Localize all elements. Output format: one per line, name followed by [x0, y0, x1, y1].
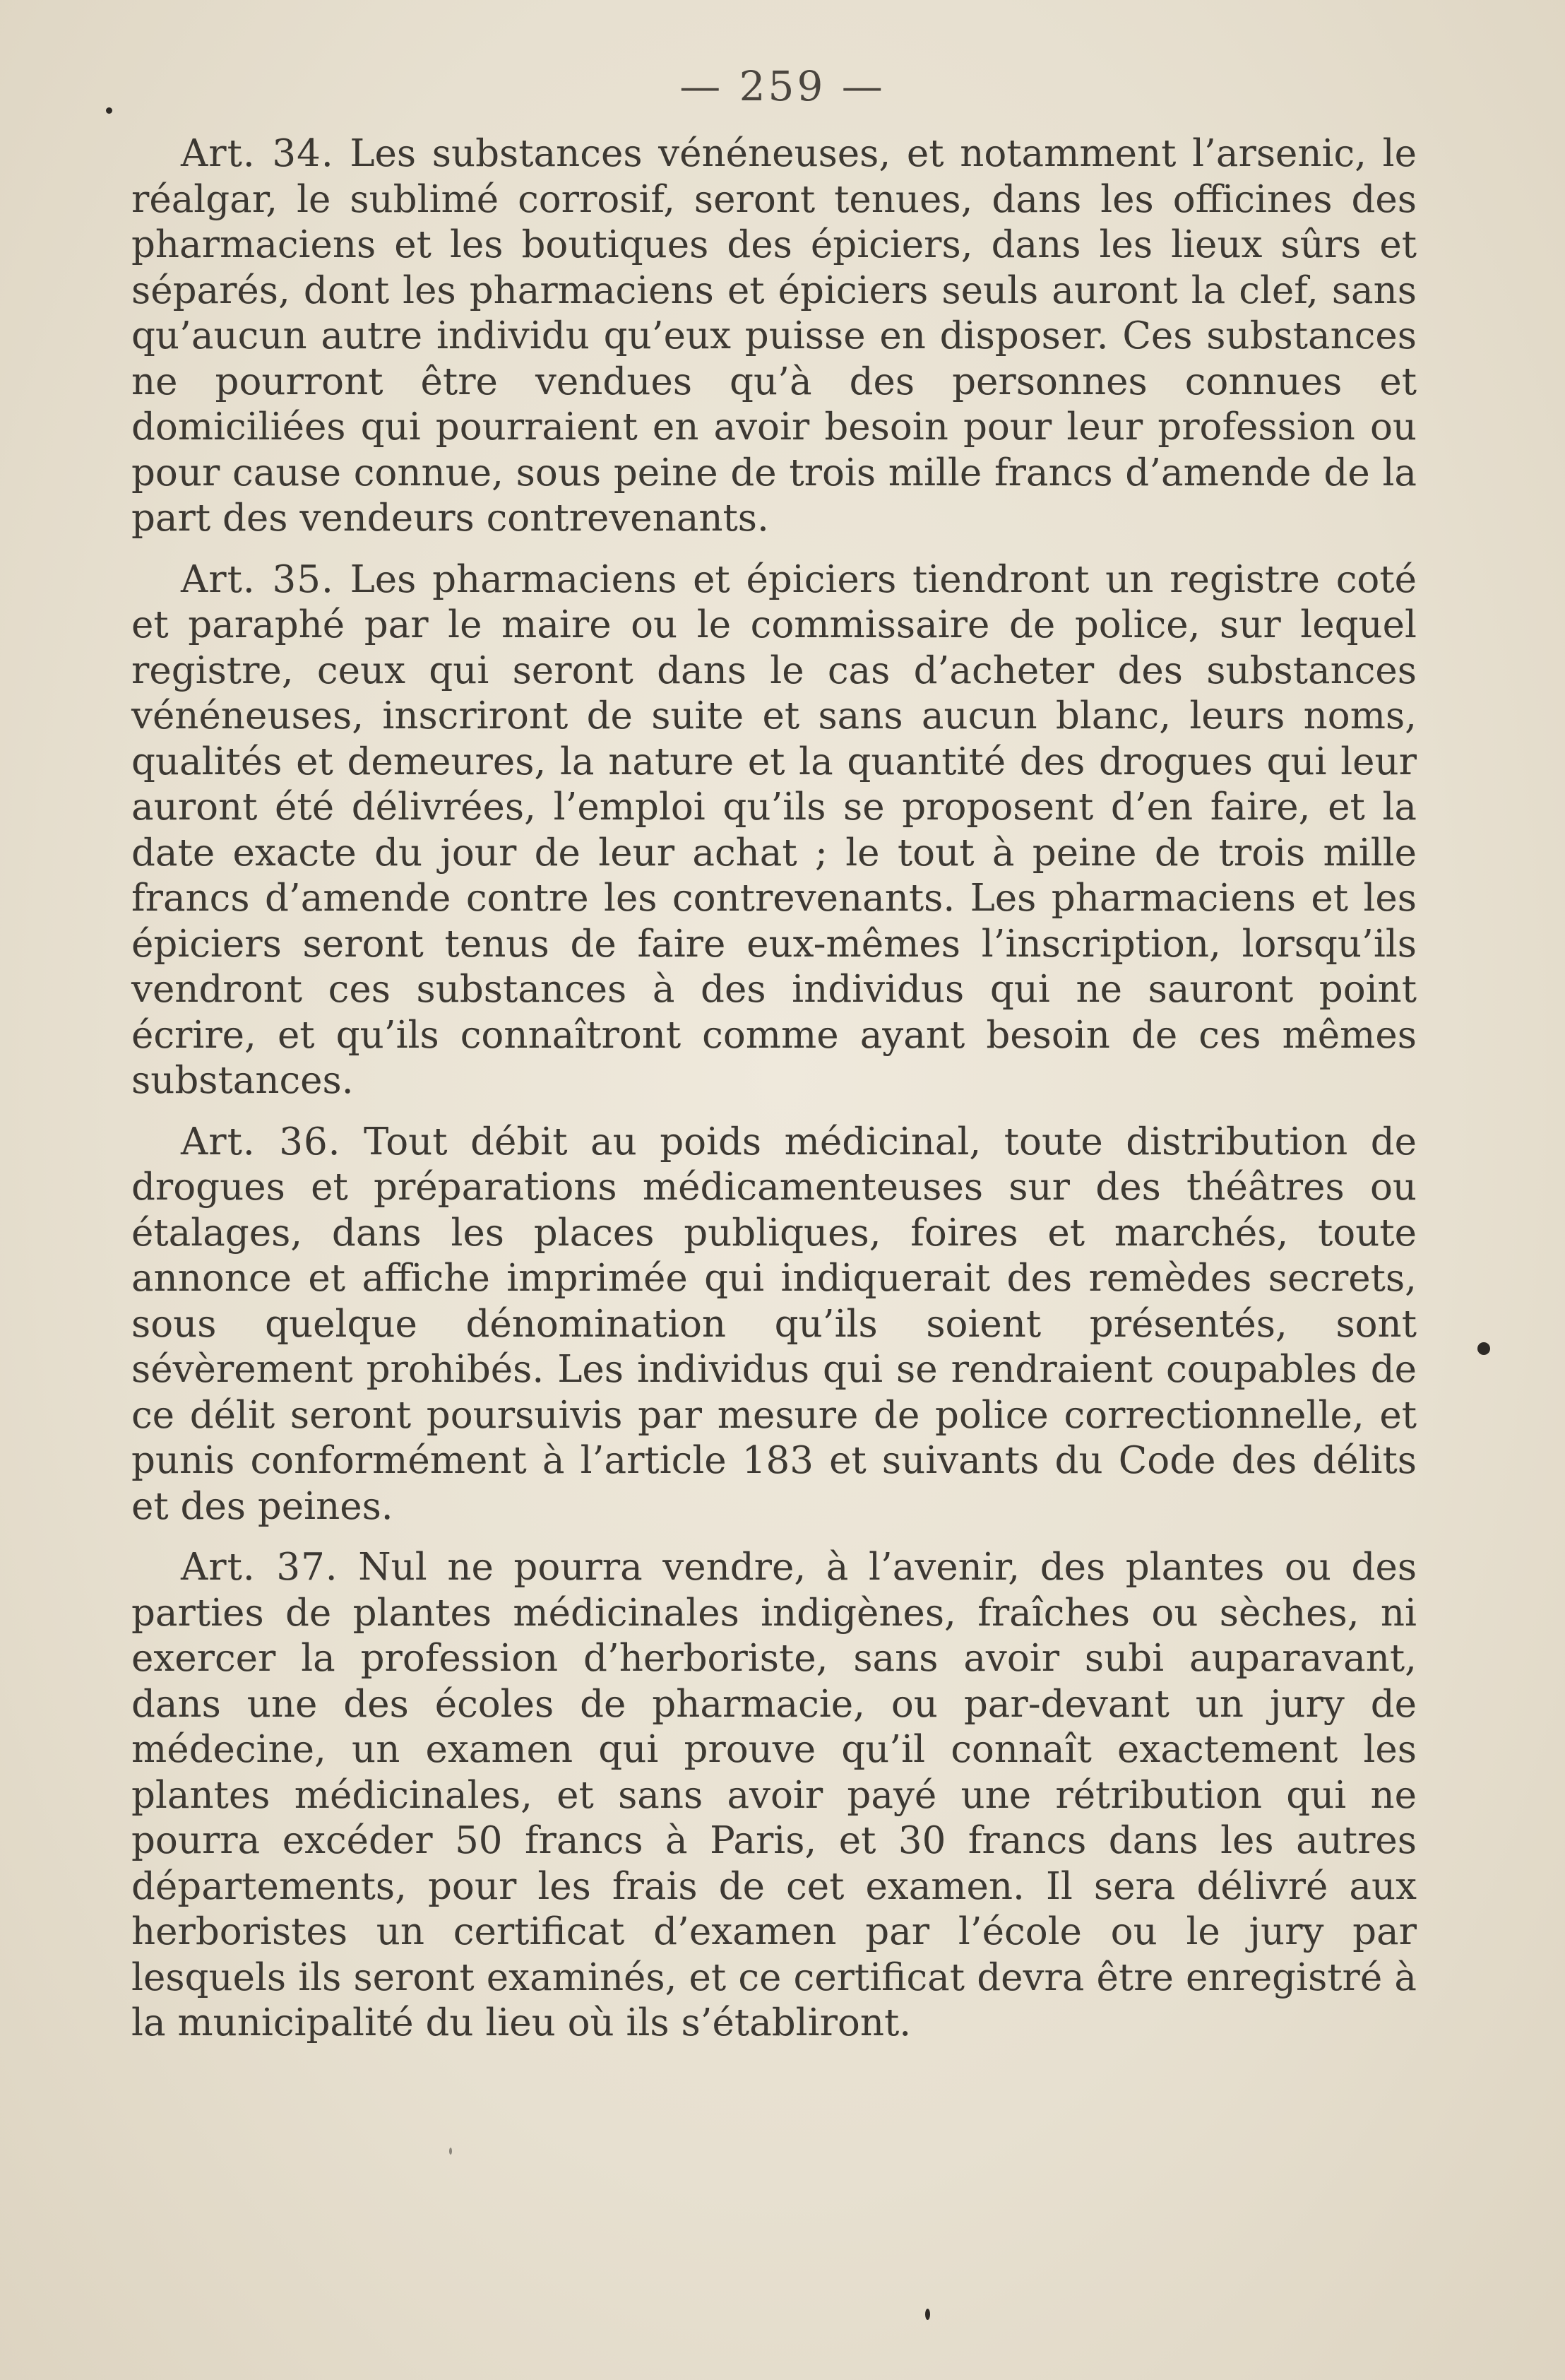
- article-37: [131, 1545, 1417, 2047]
- ink-speck: [1477, 1342, 1490, 1355]
- article-34: [131, 131, 1417, 542]
- article-body: Nul ne pourra vendre, à l’avenir, des plantes ou des parties de plantes médicinales indigènes, fraîches ou sèches, ni exercer la profession d’herboriste, sans avoir subi auparavant, dans une des écoles de pharmacie, ou par-devant un jury de médecine, un examen qui prouve qu’il connaît exactement les plantes médicinales, et sans avoir payé une rétribution qui ne pourra excéder 50 francs à Paris, et 30 francs dans les autres départements, pour les frais de cet examen. Il sera délivré aux herboristes un certificat d’examen par l’école ou le jury par lesquels ils seront examinés, et ce certificat devra être enregistré à la municipalité du lieu où ils s’établiront.: [131, 1546, 1417, 2044]
- article-lead: Art. 36.: [181, 1120, 341, 1164]
- page-number: — 259 —: [679, 62, 886, 110]
- article-body: Tout débit au poids médicinal, toute distribution de drogues et préparations médicamenteuses sur des théâtres ou étalages, dans les places publiques, foires et marchés, toute annonce et affiche imprimée qui indiquerait des remèdes secrets, sous quelque dénomination qu’ils soient présentés, sont sévèrement prohibés. Les individus qui se rendraient coupables de ce délit seront poursuivis par mesure de police correctionnelle, et punis conformément à l’article 183 et suivants du Code des délits et des peines.: [131, 1120, 1417, 1528]
- article-body: Les pharmaciens et épiciers tiendront un registre coté et paraphé par le maire ou le commissaire de police, sur lequel registre, ceux qui seront dans le cas d’acheter des substances vénéneuses, inscriront de suite et sans aucun blanc, leurs noms, qualités et demeures, la nature et la quantité des drogues qui leur auront été délivrées, l’emploi qu’ils se proposent d’en faire, et la date exacte du jour de leur achat ; le tout à peine de trois mille francs d’amende contre les contrevenants. Les pharmaciens et les épiciers seront tenus de faire eux-mêmes l’inscription, lorsqu’ils vendront ces substances à des individus qui ne sauront point écrire, et qu’ils connaîtront comme ayant besoin de ces mêmes substances.: [131, 557, 1417, 1102]
- article-lead: Art. 37.: [181, 1546, 338, 1589]
- text-block: [131, 131, 1417, 2062]
- ink-speck: [449, 2148, 452, 2155]
- ink-speck: [106, 107, 112, 114]
- article-body: Les substances vénéneuses, et notamment l’arsenic, le réalgar, le sublimé corrosif, seront tenues, dans les officines des pharmaciens et les boutiques des épiciers, dans les lieux sûrs et séparés, dont les pharmaciens et épiciers seuls auront la clef, sans qu’aucun autre individu qu’eux puisse en disposer. Ces substances ne pourront être vendues qu’à des personnes connues et domiciliées qui pourraient en avoir besoin pour leur profession ou pour cause connue, sous peine de trois mille francs d’amende de la part des vendeurs contrevenants.: [131, 132, 1417, 540]
- ink-speck: [925, 2309, 930, 2320]
- article-35: [131, 557, 1417, 1104]
- article-lead: Art. 34.: [181, 132, 334, 175]
- article-36: [131, 1120, 1417, 1530]
- article-lead: Art. 35.: [181, 557, 334, 601]
